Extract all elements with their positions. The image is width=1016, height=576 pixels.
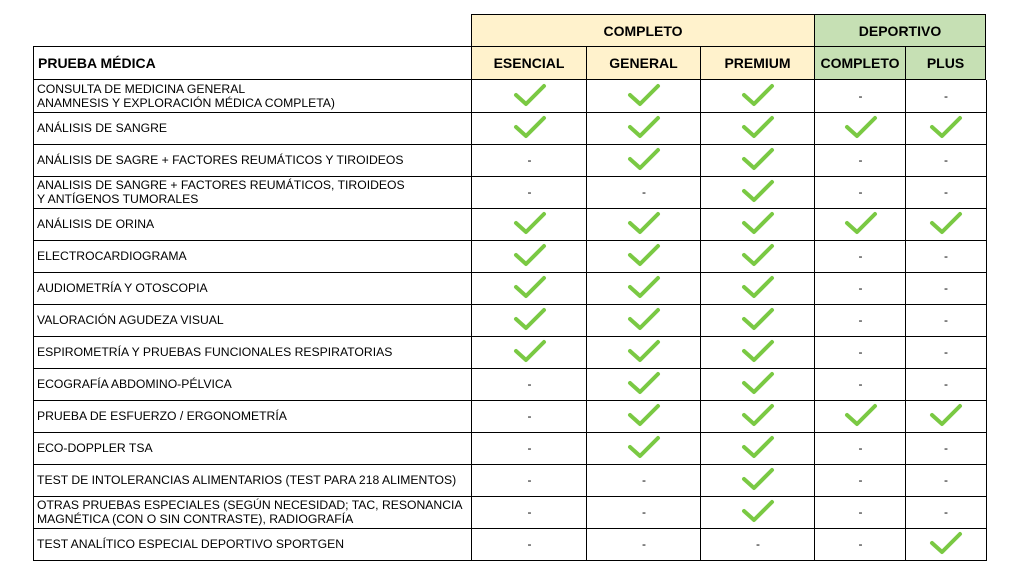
not-included-dash: -: [858, 249, 863, 263]
plan-cell-general: [586, 368, 701, 401]
plan-cell-esencial: [471, 80, 587, 113]
plan-cell-general: [586, 464, 701, 497]
plan-cell-plus: [905, 464, 987, 497]
plan-cell-esencial: [471, 208, 587, 241]
test-label: [33, 112, 472, 145]
plan-cell-plus: [905, 208, 987, 241]
test-label-line: ECO-DOPPLER TSA: [37, 441, 153, 455]
test-label: [33, 496, 472, 529]
column-header-test: PRUEBA MÉDICA: [33, 46, 472, 80]
plan-cell-general: [586, 176, 701, 209]
check-icon: [741, 467, 775, 493]
group-header-deportivo: DEPORTIVO: [814, 14, 986, 47]
test-label-line: ANAMNESIS Y EXPLORACIÓN MÉDICA COMPLETA): [37, 96, 335, 110]
check-icon: [627, 275, 661, 301]
test-label: [33, 464, 472, 497]
plan-cell-plus: [905, 304, 987, 337]
test-label: [33, 304, 472, 337]
test-label-line: PRUEBA DE ESFUERZO / ERGONOMETRÍA: [37, 409, 287, 423]
not-included-dash: -: [527, 473, 532, 487]
test-label: [33, 176, 472, 209]
test-label-line: ANÁLISIS DE SAGRE + FACTORES REUMÁTICOS Y TIROIDEOS: [37, 153, 404, 167]
plan-cell-completo: [814, 208, 906, 241]
check-icon: [627, 243, 661, 269]
plan-cell-general: [586, 144, 701, 177]
plan-cell-general: [586, 304, 701, 337]
plan-cell-plus: [905, 176, 987, 209]
not-included-dash: -: [642, 473, 646, 487]
not-included-dash: -: [944, 377, 948, 391]
plan-cell-premium: [700, 368, 815, 401]
check-icon: [741, 403, 775, 429]
check-icon: [844, 115, 878, 141]
not-included-dash: -: [944, 313, 948, 327]
plan-cell-general: [586, 80, 701, 113]
check-icon: [627, 339, 661, 365]
not-included-dash: -: [858, 441, 863, 455]
check-icon: [741, 243, 775, 269]
not-included-dash: -: [527, 185, 532, 199]
check-icon: [513, 243, 547, 269]
plan-cell-esencial: [471, 304, 587, 337]
test-label-line: ECOGRAFÍA ABDOMINO-PÉLVICA: [37, 377, 232, 391]
test-label-line: ELECTROCARDIOGRAMA: [37, 249, 187, 263]
test-label-line: TEST DE INTOLERANCIAS ALIMENTARIOS (TEST PARA 218 ALIMENTOS): [37, 473, 457, 487]
test-label-line: CONSULTA DE MEDICINA GENERAL: [37, 82, 246, 96]
plan-cell-plus: [905, 144, 987, 177]
plan-cell-general: [586, 272, 701, 305]
plan-cell-plus: [905, 336, 987, 369]
test-label: [33, 240, 472, 273]
plan-cell-plus: [905, 368, 987, 401]
plan-cell-general: [586, 528, 701, 561]
plan-cell-premium: [700, 240, 815, 273]
check-icon: [513, 307, 547, 333]
not-included-dash: -: [944, 441, 948, 455]
plan-cell-completo: [814, 80, 906, 113]
not-included-dash: -: [944, 89, 948, 103]
check-icon: [627, 371, 661, 397]
not-included-dash: -: [527, 409, 532, 423]
plan-cell-esencial: [471, 528, 587, 561]
plan-cell-plus: [905, 272, 987, 305]
plan-cell-esencial: [471, 496, 587, 529]
not-included-dash: -: [858, 153, 863, 167]
check-icon: [741, 435, 775, 461]
not-included-dash: -: [858, 313, 863, 327]
not-included-dash: -: [858, 377, 863, 391]
plan-cell-completo: [814, 304, 906, 337]
plan-cell-premium: [700, 464, 815, 497]
plan-cell-general: [586, 336, 701, 369]
check-icon: [741, 275, 775, 301]
plan-cell-premium: [700, 304, 815, 337]
column-header-esencial: ESENCIAL: [471, 46, 587, 80]
not-included-dash: -: [944, 249, 948, 263]
plan-cell-plus: [905, 112, 987, 145]
column-header-general: GENERAL: [586, 46, 701, 80]
test-label: [33, 528, 472, 561]
plan-cell-plus: [905, 528, 987, 561]
check-icon: [627, 147, 661, 173]
plan-cell-completo: [814, 144, 906, 177]
plan-cell-esencial: [471, 144, 587, 177]
check-icon: [929, 211, 963, 237]
not-included-dash: -: [858, 185, 863, 199]
not-included-dash: -: [858, 505, 863, 519]
check-icon: [844, 211, 878, 237]
check-icon: [627, 403, 661, 429]
plan-cell-esencial: [471, 112, 587, 145]
check-icon: [741, 499, 775, 525]
test-label: [33, 400, 472, 433]
plan-cell-esencial: [471, 464, 587, 497]
plan-cell-premium: [700, 80, 815, 113]
not-included-dash: -: [944, 281, 948, 295]
check-icon: [929, 531, 963, 557]
check-icon: [513, 339, 547, 365]
plan-cell-premium: [700, 432, 815, 465]
not-included-dash: -: [527, 441, 532, 455]
plan-cell-completo: [814, 368, 906, 401]
not-included-dash: -: [527, 505, 532, 519]
check-icon: [844, 403, 878, 429]
not-included-dash: -: [858, 345, 863, 359]
check-icon: [741, 371, 775, 397]
plan-cell-completo: [814, 176, 906, 209]
column-header-premium: PREMIUM: [700, 46, 815, 80]
check-icon: [741, 83, 775, 109]
not-included-dash: -: [527, 377, 532, 391]
not-included-dash: -: [858, 281, 863, 295]
check-icon: [741, 339, 775, 365]
test-label: [33, 208, 472, 241]
check-icon: [513, 211, 547, 237]
not-included-dash: -: [858, 473, 863, 487]
column-header-deportivo-completo: COMPLETO: [814, 46, 906, 80]
check-icon: [513, 275, 547, 301]
plan-cell-completo: [814, 272, 906, 305]
check-icon: [627, 307, 661, 333]
check-icon: [741, 179, 775, 205]
test-label: [33, 368, 472, 401]
test-label: [33, 432, 472, 465]
not-included-dash: -: [944, 505, 948, 519]
plan-cell-completo: [814, 112, 906, 145]
test-label-line: MAGNÉTICA (CON O SIN CONTRASTE), RADIOGRAFÍA: [37, 512, 354, 526]
plan-cell-completo: [814, 336, 906, 369]
not-included-dash: -: [858, 537, 863, 551]
check-icon: [929, 115, 963, 141]
not-included-dash: -: [944, 185, 948, 199]
plan-cell-premium: [700, 176, 815, 209]
not-included-dash: -: [527, 153, 532, 167]
plan-cell-completo: [814, 528, 906, 561]
not-included-dash: -: [642, 505, 646, 519]
plan-cell-general: [586, 208, 701, 241]
plan-cell-general: [586, 240, 701, 273]
column-header-plus: PLUS: [905, 46, 986, 80]
check-icon: [741, 211, 775, 237]
test-label-line: ANÁLISIS DE SANGRE: [37, 121, 168, 135]
group-header-completo: COMPLETO: [471, 14, 815, 47]
test-label: [33, 336, 472, 369]
test-label: [33, 80, 472, 113]
plan-cell-esencial: [471, 240, 587, 273]
test-label: [33, 272, 472, 305]
plan-cell-completo: [814, 464, 906, 497]
plan-cell-plus: [905, 80, 987, 113]
plan-cell-premium: [700, 400, 815, 433]
check-icon: [627, 83, 661, 109]
test-label: [33, 144, 472, 177]
plan-cell-premium: [700, 144, 815, 177]
test-label-line: Y ANTÍGENOS TUMORALES: [37, 192, 199, 206]
plan-cell-esencial: [471, 336, 587, 369]
test-label-line: OTRAS PRUEBAS ESPECIALES (SEGÚN NECESIDAD; TAC, RESONANCIA: [37, 498, 463, 512]
check-icon: [741, 307, 775, 333]
test-label-line: ESPIROMETRÍA Y PRUEBAS FUNCIONALES RESPIRATORIAS: [37, 345, 393, 359]
check-icon: [741, 115, 775, 141]
not-included-dash: -: [642, 537, 646, 551]
plan-cell-completo: [814, 240, 906, 273]
plan-cell-premium: [700, 496, 815, 529]
test-label-line: VALORACIÓN AGUDEZA VISUAL: [37, 313, 224, 327]
plan-cell-general: [586, 112, 701, 145]
not-included-dash: -: [527, 537, 532, 551]
test-label-line: ANALISIS DE SANGRE + FACTORES REUMÁTICOS, TIROIDEOS: [37, 178, 405, 192]
test-label-line: TEST ANALÍTICO ESPECIAL DEPORTIVO SPORTGEN: [37, 537, 345, 551]
check-icon: [513, 83, 547, 109]
check-icon: [929, 403, 963, 429]
check-icon: [627, 211, 661, 237]
check-icon: [627, 115, 661, 141]
test-label-line: ANÁLISIS DE ORINA: [37, 217, 155, 231]
check-icon: [741, 147, 775, 173]
test-label-line: AUDIOMETRÍA Y OTOSCOPIA: [37, 281, 208, 295]
plan-cell-general: [586, 496, 701, 529]
not-included-dash: -: [944, 473, 948, 487]
plan-cell-premium: [700, 208, 815, 241]
plan-cell-completo: [814, 496, 906, 529]
check-icon: [513, 115, 547, 141]
plan-cell-plus: [905, 240, 987, 273]
not-included-dash: -: [944, 345, 948, 359]
plan-cell-esencial: [471, 432, 587, 465]
not-included-dash: -: [642, 185, 646, 199]
plan-cell-esencial: [471, 368, 587, 401]
not-included-dash: -: [858, 89, 863, 103]
not-included-dash: -: [944, 153, 948, 167]
plan-cell-premium: [700, 112, 815, 145]
plan-cell-plus: [905, 496, 987, 529]
plan-cell-general: [586, 432, 701, 465]
plan-cell-general: [586, 400, 701, 433]
plan-cell-esencial: [471, 176, 587, 209]
plan-cell-completo: [814, 432, 906, 465]
plan-cell-plus: [905, 400, 987, 433]
plan-cell-premium: [700, 528, 815, 561]
plan-cell-completo: [814, 400, 906, 433]
plan-cell-plus: [905, 432, 987, 465]
plan-cell-premium: [700, 336, 815, 369]
plan-cell-premium: [700, 272, 815, 305]
plan-cell-esencial: [471, 400, 587, 433]
check-icon: [627, 435, 661, 461]
plan-cell-esencial: [471, 272, 587, 305]
not-included-dash: -: [756, 537, 760, 551]
